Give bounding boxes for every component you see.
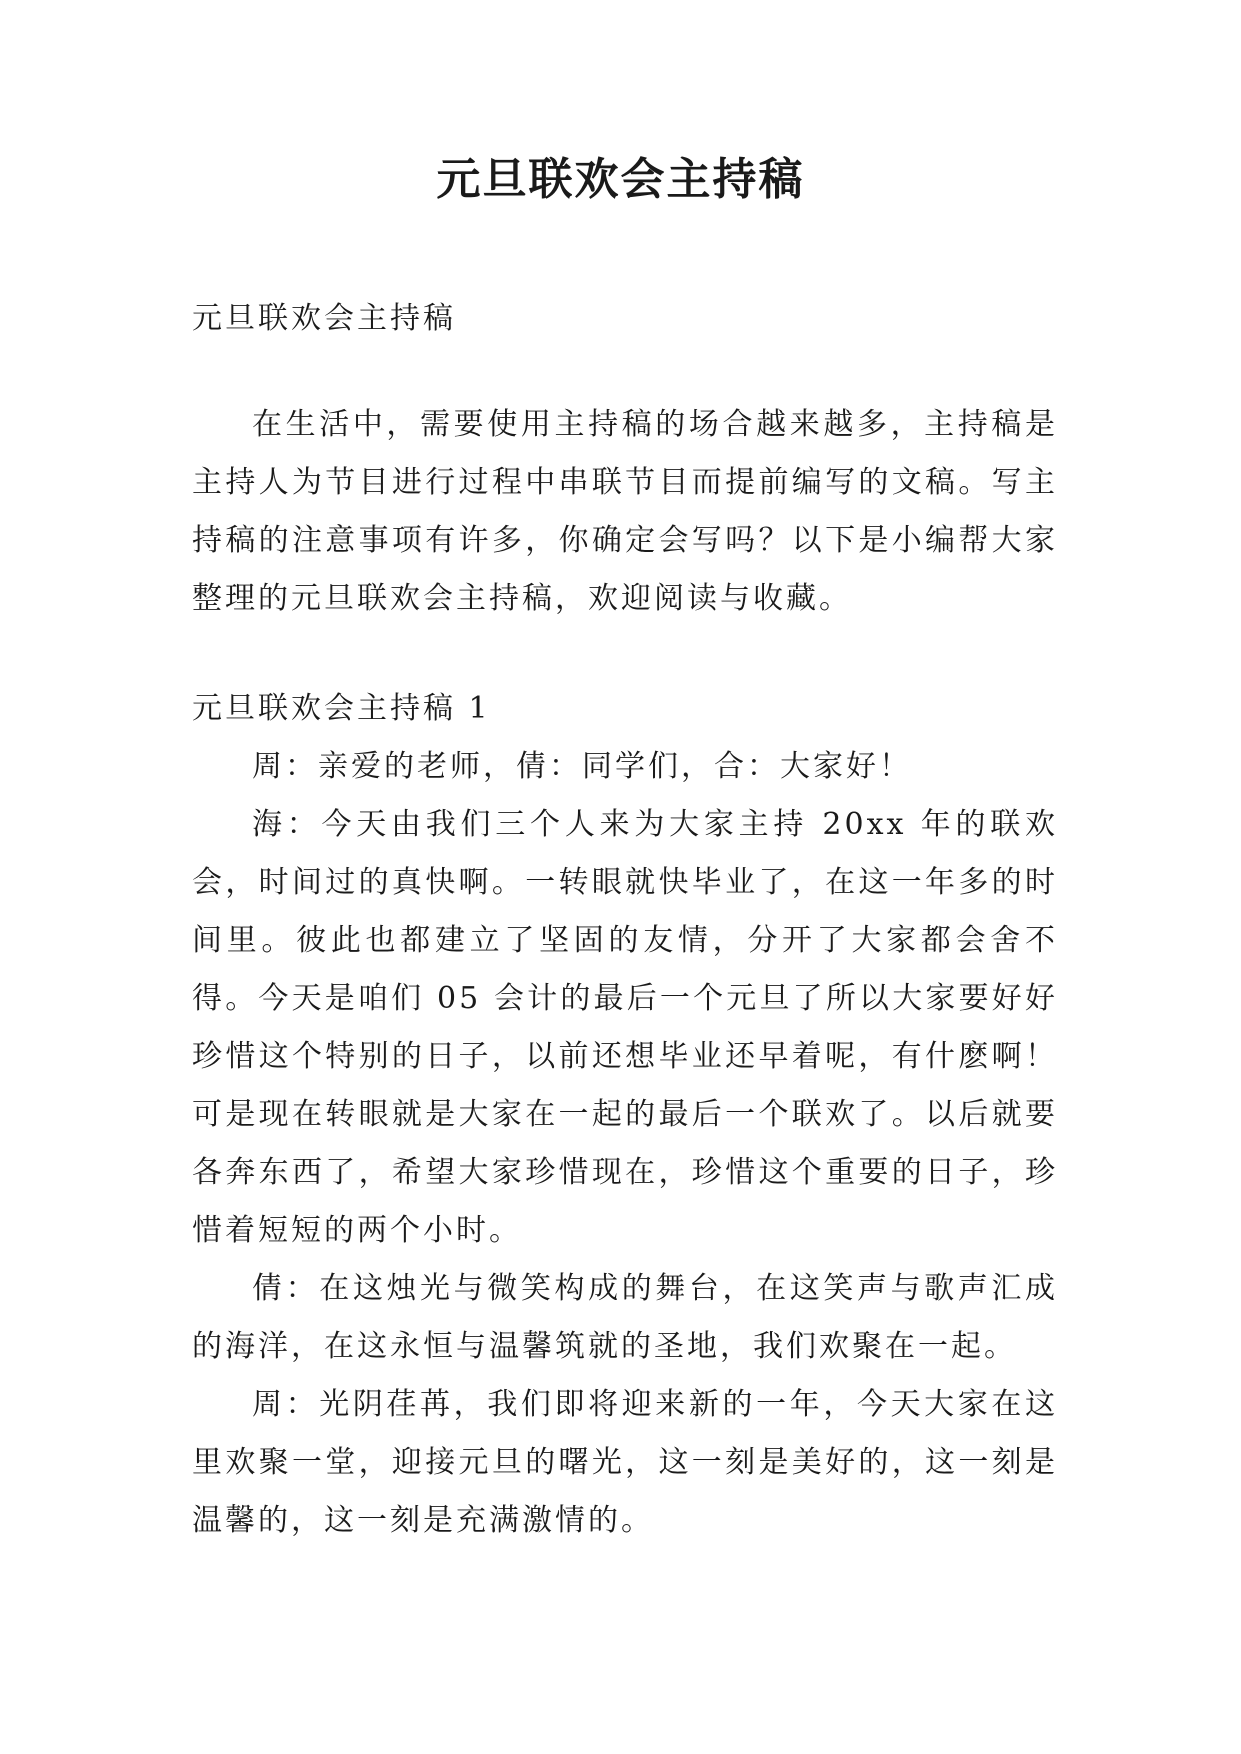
intro-paragraph: 在生活中，需要使用主持稿的场合越来越多，主持稿是主持人为节目进行过程中串联节目而提前编写的文稿。写主持稿的注意事项有许多，你确定会写吗？以下是小编帮大家整理的元旦联欢会主持稿，欢迎阅读与收藏。 (192, 407, 1058, 616)
dialogue-paragraph: 周：光阴荏苒，我们即将迎来新的一年，今天大家在这里欢聚一堂，迎接元旦的曙光，这一刻是美好的，这一刻是温馨的，这一刻是充满激情的。 (192, 1387, 1058, 1538)
section-title: 元旦联欢会主持稿 1 (192, 691, 491, 726)
dialogue-paragraph: 海：今天由我们三个人来为大家主持 20xx 年的联欢会，时间过的真快啊。一转眼就快毕业了，在这一年多的时间里。彼此也都建立了坚固的友情，分开了大家都会舍不得。今天是咱们 05 会计的最后一个元旦了所以大家要好好珍惜这个特别的日子，以前还想毕业还早着呢，有什麽啊！可是现在转眼就是大家在一起的最后一个联欢了。以后就要各奔东西了，希望大家珍惜现在，珍惜这个重要的日子，珍惜着短短的两个小时。 (192, 807, 1058, 1248)
dialogue-paragraph: 周：亲爱的老师，倩：同学们，合：大家好！ (252, 749, 912, 784)
intro-section (192, 396, 1058, 628)
document-body (192, 290, 1058, 1550)
document-subtitle: 元旦联欢会主持稿 (192, 301, 456, 336)
dialogue-paragraph: 倩：在这烛光与微笑构成的舞台，在这笑声与歌声汇成的海洋，在这永恒与温馨筑就的圣地，我们欢聚在一起。 (192, 1271, 1058, 1364)
document-title: 元旦联欢会主持稿 (436, 154, 805, 205)
